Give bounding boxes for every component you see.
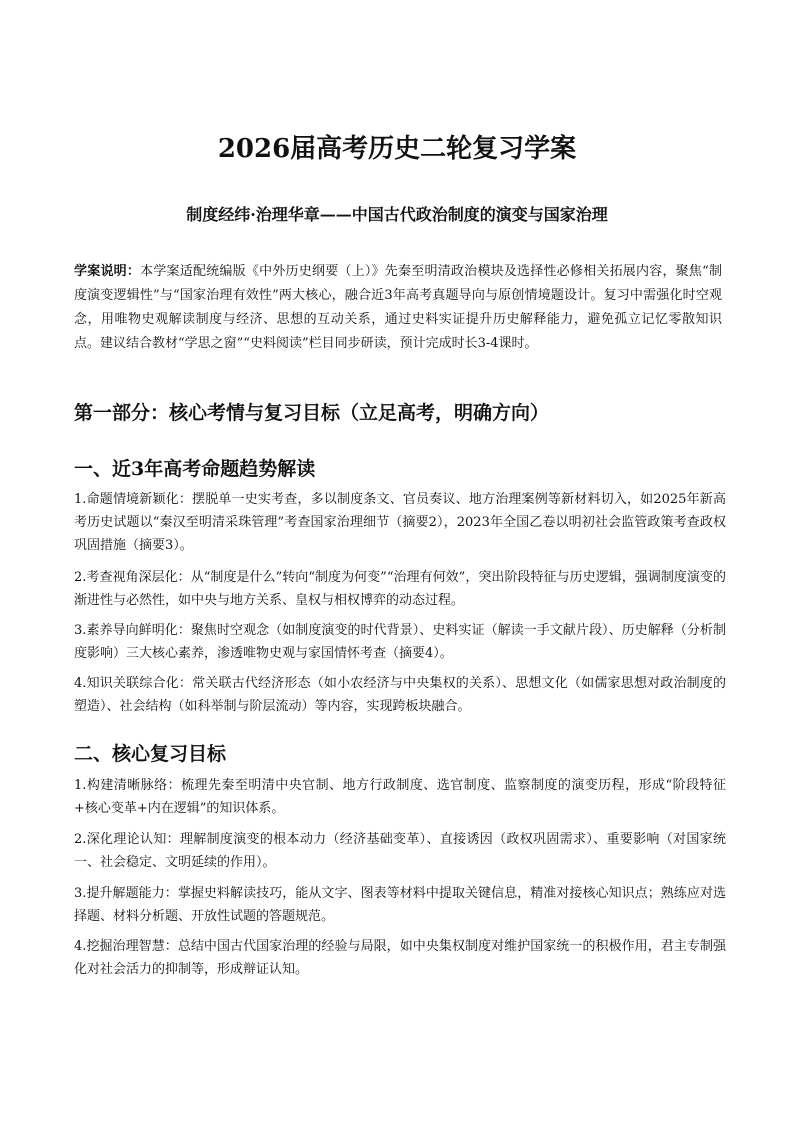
section-one-heading: 一、近3年高考命题趋势解读 bbox=[74, 458, 316, 480]
intro-text: 本学案适配统编版《中外历史纲要（上）》先秦至明清政治模块及选择性必修相关拓展内容，聚焦“制度演变逻辑性”与“国家治理有效性”两大核心，融合近3年高考真题导向与原创情境题设计。复习中需强化时空观念，用唯物史观解读制度与经济、思想的互动关系，通过史料实证提升历史解释能力，避免孤立记忆零散知识点。建议结合教材“学思之窗”“史料阅读”栏目同步研读，预计完成时长3-4课时。 bbox=[74, 264, 722, 351]
document-subtitle: 制度经纬·治理华章——中国古代政治制度的演变与国家治理 bbox=[186, 205, 608, 224]
trend-item: 4.知识关联综合化：常关联古代经济形态（如小农经济与中央集权的关系）、思想文化（如儒家思想对政治制度的塑造）、社会结构（如科举制与阶层流动）等内容，实现跨板块融合。 bbox=[74, 676, 726, 714]
goal-item: 2.深化理论认知：理解制度演变的根本动力（经济基础变革）、直接诱因（政权巩固需求）、重要影响（对国家统一、社会稳定、文明延续的作用）。 bbox=[74, 832, 726, 870]
trend-item: 1.命题情境新颖化：摆脱单一史实考查，多以制度条文、官员奏议、地方治理案例等新材料切入，如2025年新高考历史试题以“秦汉至明清采珠管理”考查国家治理细节（摘要2），2023年全国乙卷以明初社会监管政策考查政权巩固措施（摘要3）。 bbox=[74, 492, 726, 553]
intro-paragraph bbox=[74, 260, 722, 356]
goal-item: 4.挖掘治理智慧：总结中国古代国家治理的经验与局限，如中央集权制度对维护国家统一的积极作用，君主专制强化对社会活力的抑制等，形成辩证认知。 bbox=[74, 939, 726, 977]
trend-item: 3.素养导向鲜明化：聚焦时空观念（如制度演变的时代背景）、史料实证（解读一手文献片段）、历史解释（分析制度影响）三大核心素养，渗透唯物史观与家国情怀考查（摘要4）。 bbox=[74, 623, 726, 661]
goal-item: 1.构建清晰脉络：梳理先秦至明清中央官制、地方行政制度、选官制度、监察制度的演变历程，形成“阶段特征+核心变革+内在逻辑”的知识体系。 bbox=[74, 778, 726, 816]
section-two-heading: 二、核心复习目标 bbox=[74, 743, 227, 765]
document-title: 2026届高考历史二轮复习学案 bbox=[217, 134, 577, 164]
part-one-heading: 第一部分：核心考情与复习目标（立足高考，明确方向） bbox=[74, 402, 550, 424]
trend-item: 2.考查视角深层化：从“制度是什么”转向“制度为何变”“治理有何效”，突出阶段特征与历史逻辑，强调制度演变的渐进性与必然性，如中央与地方关系、皇权与相权博弈的动态过程。 bbox=[74, 570, 726, 608]
intro-label: 学案说明： bbox=[74, 264, 141, 279]
goal-item: 3.提升解题能力：掌握史料解读技巧，能从文字、图表等材料中提取关键信息，精准对接核心知识点；熟练应对选择题、材料分析题、开放性试题的答题规范。 bbox=[74, 886, 726, 924]
